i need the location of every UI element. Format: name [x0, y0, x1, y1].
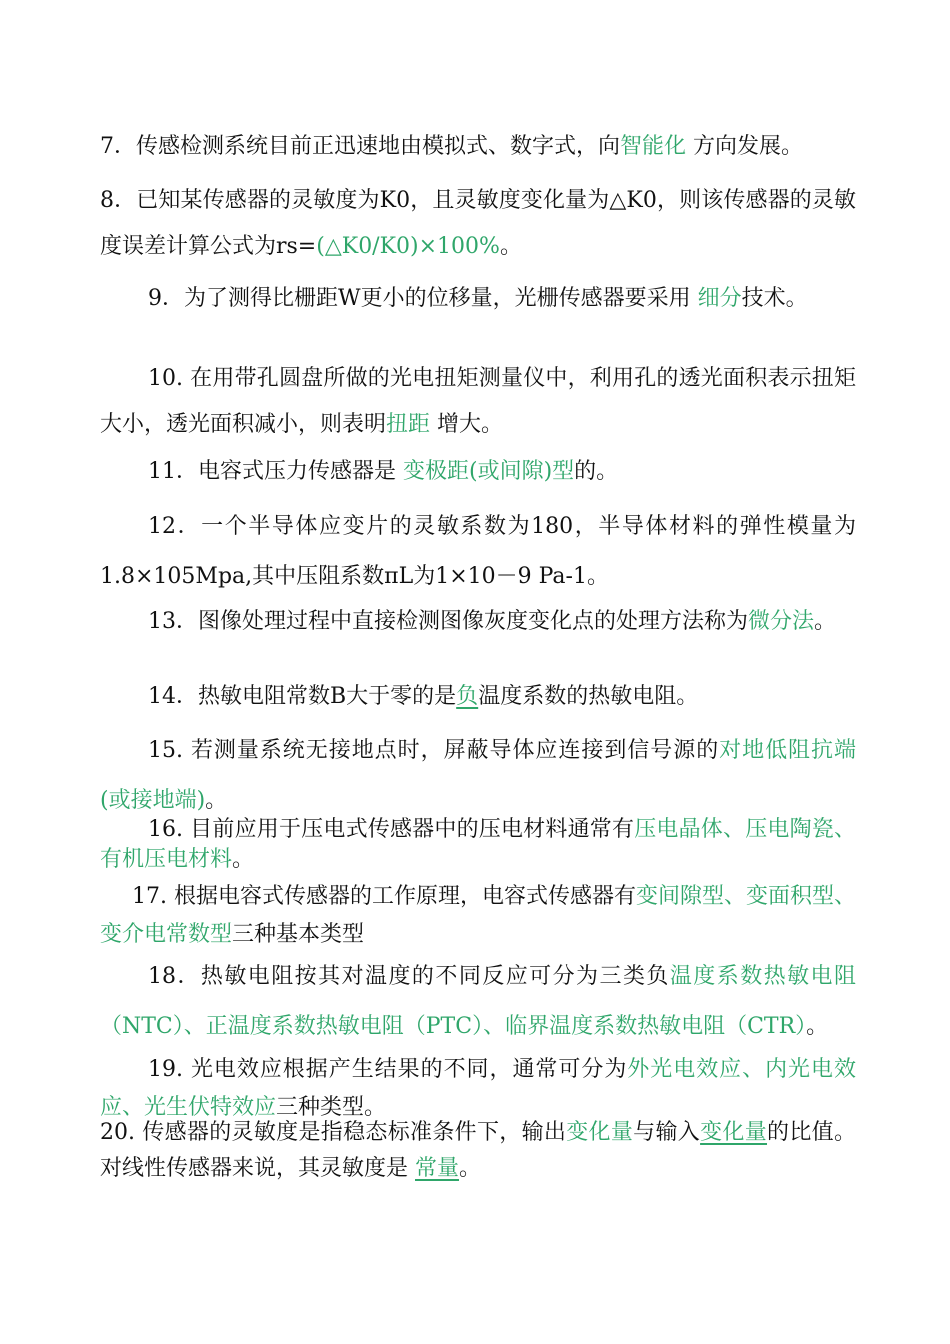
question-text: 8．已知某传感器的灵敏度为K0，且灵敏度变化量为△K0，则该传感器的灵敏度误差计算公式为rs=	[100, 188, 856, 259]
question-text: 与输入	[633, 1120, 701, 1145]
question-item	[100, 878, 856, 954]
question-text: 。	[806, 1014, 829, 1039]
answer-text: 常量	[415, 1156, 460, 1181]
question-text: 。	[459, 1156, 482, 1181]
question-text: 技术。	[741, 286, 808, 311]
question-text: 12．一个半导体应变片的灵敏系数为180，半导体材料的弹性模量为1.8×105Mpa,其中压阻系数πL为1×10－9 Pa-1。	[100, 514, 856, 589]
question-item	[100, 678, 856, 716]
answer-text: 变化量	[700, 1120, 768, 1145]
answer-text: 变间隙型、变面积型、变介电常数型	[100, 884, 856, 947]
question-item	[100, 178, 856, 270]
answer-text: 对地低阻抗端(或接地端)	[100, 738, 856, 813]
answer-text: 负	[456, 684, 479, 709]
question-text: 的。	[574, 459, 619, 484]
question-item	[100, 280, 856, 318]
question-text: 9．为了测得比栅距W更小的位移量，光栅传感器要采用	[148, 286, 698, 311]
question-item	[100, 128, 856, 166]
question-item	[100, 1115, 856, 1187]
answer-text: 扭距	[386, 412, 431, 437]
question-text: 20. 传感器的灵敏度是指稳态标准条件下，输出	[100, 1120, 567, 1145]
question-item	[100, 502, 856, 602]
question-text: 温度系数的热敏电阻。	[478, 684, 699, 709]
question-item	[100, 952, 856, 1052]
answer-text: (△K0/K0)×100%	[316, 234, 500, 259]
question-text: 13．图像处理过程中直接检测图像灰度变化点的处理方法称为	[148, 609, 748, 634]
question-text: 方向发展。	[686, 134, 804, 159]
question-text: 15. 若测量系统无接地点时，屏蔽导体应连接到信号源的	[148, 738, 720, 763]
question-text: 17. 根据电容式传感器的工作原理，电容式传感器有	[132, 884, 636, 909]
question-text: 18．热敏电阻按其对温度的不同反应可分为三类负	[148, 964, 670, 989]
question-text: 。	[814, 609, 837, 634]
question-text: 19. 光电效应根据产生结果的不同，通常可分为	[148, 1057, 628, 1082]
question-text: 的比值。对线性传感器来说，其灵敏度是	[100, 1120, 856, 1181]
question-text: 14．热敏电阻常数B大于零的是	[148, 684, 457, 709]
question-item	[100, 356, 856, 448]
answer-text: 智能化	[620, 134, 687, 159]
question-text: 10. 在用带孔圆盘所做的光电扭矩测量仪中，利用孔的透光面积表示扭矩大小，透光面积减小，则表明	[100, 366, 856, 437]
question-text: 11．电容式压力传感器是	[148, 459, 403, 484]
question-text: 16. 目前应用于压电式传感器中的压电材料通常有	[148, 817, 635, 842]
question-text: 增大。	[430, 412, 504, 437]
question-item	[100, 603, 856, 641]
answer-text: 变极距(或间隙)型	[403, 459, 575, 484]
answer-text: 外光电效应、内光电效应、光生伏特效应	[100, 1057, 856, 1120]
answer-text: 变化量	[566, 1120, 634, 1145]
question-text: 。	[205, 788, 228, 813]
question-item	[100, 726, 856, 826]
answer-text: 细分	[697, 286, 742, 311]
answer-text: 温度系数热敏电阻（NTC）、正温度系数热敏电阻（PTC）、临界温度系数热敏电阻（CTR）	[100, 964, 856, 1039]
answer-text: 微分法	[748, 609, 815, 634]
question-text: 三种类型。	[276, 1095, 387, 1120]
question-text: 。	[499, 234, 522, 259]
answer-text: 压电晶体、压电陶瓷、有机压电材料	[100, 817, 856, 872]
question-text: 三种基本类型	[232, 922, 365, 947]
question-text: 7．传感检测系统目前正迅速地由模拟式、数字式，向	[100, 134, 620, 159]
question-text: 。	[232, 847, 255, 872]
question-item	[100, 815, 856, 875]
question-item	[100, 453, 856, 491]
